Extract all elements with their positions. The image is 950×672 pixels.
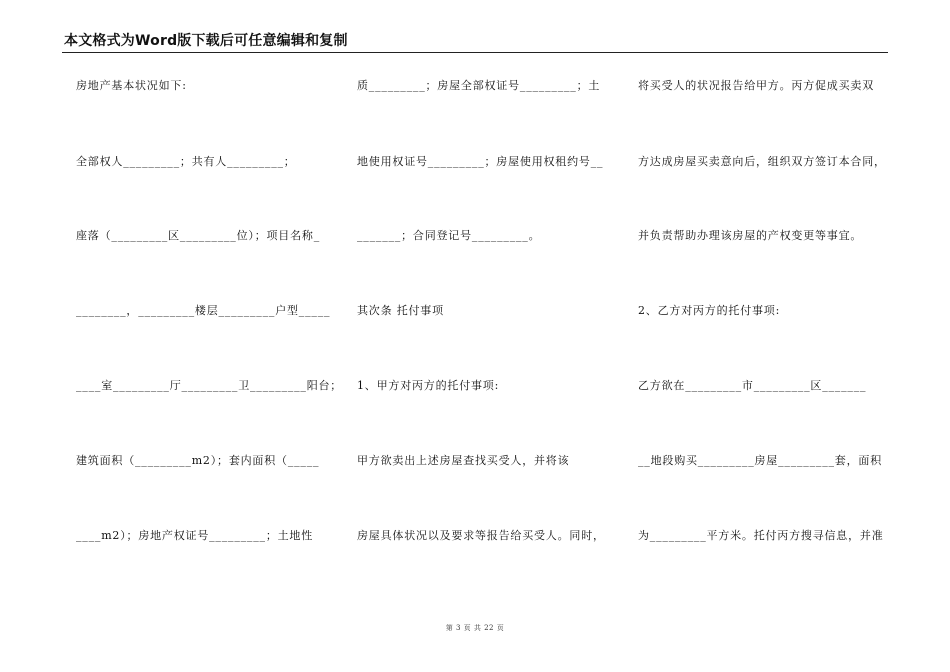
text-column-2 — [357, 0, 609, 672]
text-line: 将买受人的状况报告给甲方。丙方促成买卖双 — [638, 79, 874, 92]
text-line: 乙方欲在_________市_________区_______ — [638, 379, 867, 392]
page-number-footer: 第 3 页 共 22 页 — [445, 624, 505, 632]
text-line: 为_________平方米。托付丙方搜寻信息，并准 — [638, 529, 884, 542]
text-line: 全部权人_________；共有人_________； — [76, 155, 296, 168]
text-line: 地使用权证号_________；房屋使用权租约号__ — [357, 155, 604, 168]
text-line: 方达成房屋买卖意向后，组织双方签订本合同， — [638, 155, 886, 168]
text-line: _______；合同登记号_________。 — [357, 229, 541, 242]
text-line: 2、乙方对丙方的托付事项: — [638, 304, 781, 317]
text-line: ________，_________楼层_________户型_____ — [76, 304, 331, 317]
text-line: 房屋具体状况以及要求等报告给买受人。同时， — [357, 529, 605, 542]
text-line: 并负责帮助办理该房屋的产权变更等事宜。 — [638, 229, 863, 242]
section-heading: 其次条 托付事项 — [357, 304, 444, 317]
text-line: ____m2）；房地产权证号_________；土地性 — [76, 529, 314, 542]
text-line: 1、甲方对丙方的托付事项: — [357, 379, 500, 392]
text-line: __地段购买_________房屋_________套，面积 — [638, 454, 882, 467]
text-column-3 — [638, 0, 890, 672]
text-line: 建筑面积（_________m2）；套内面积（_____ — [76, 454, 320, 467]
page-header-title: 本文格式为Word版下载后可任意编辑和复制 — [64, 33, 348, 49]
text-column-1 — [76, 0, 343, 672]
text-line: 房地产基本状况如下: — [76, 79, 187, 92]
text-line: 甲方欲卖出上述房屋查找买受人，并将该 — [357, 454, 570, 467]
text-line: ____室_________厅_________卫_________阳台； — [76, 379, 343, 392]
text-line: 质_________；房屋全部权证号_________；土 — [357, 79, 601, 92]
text-line: 座落（_________区_________位）；项目名称_ — [76, 229, 320, 242]
